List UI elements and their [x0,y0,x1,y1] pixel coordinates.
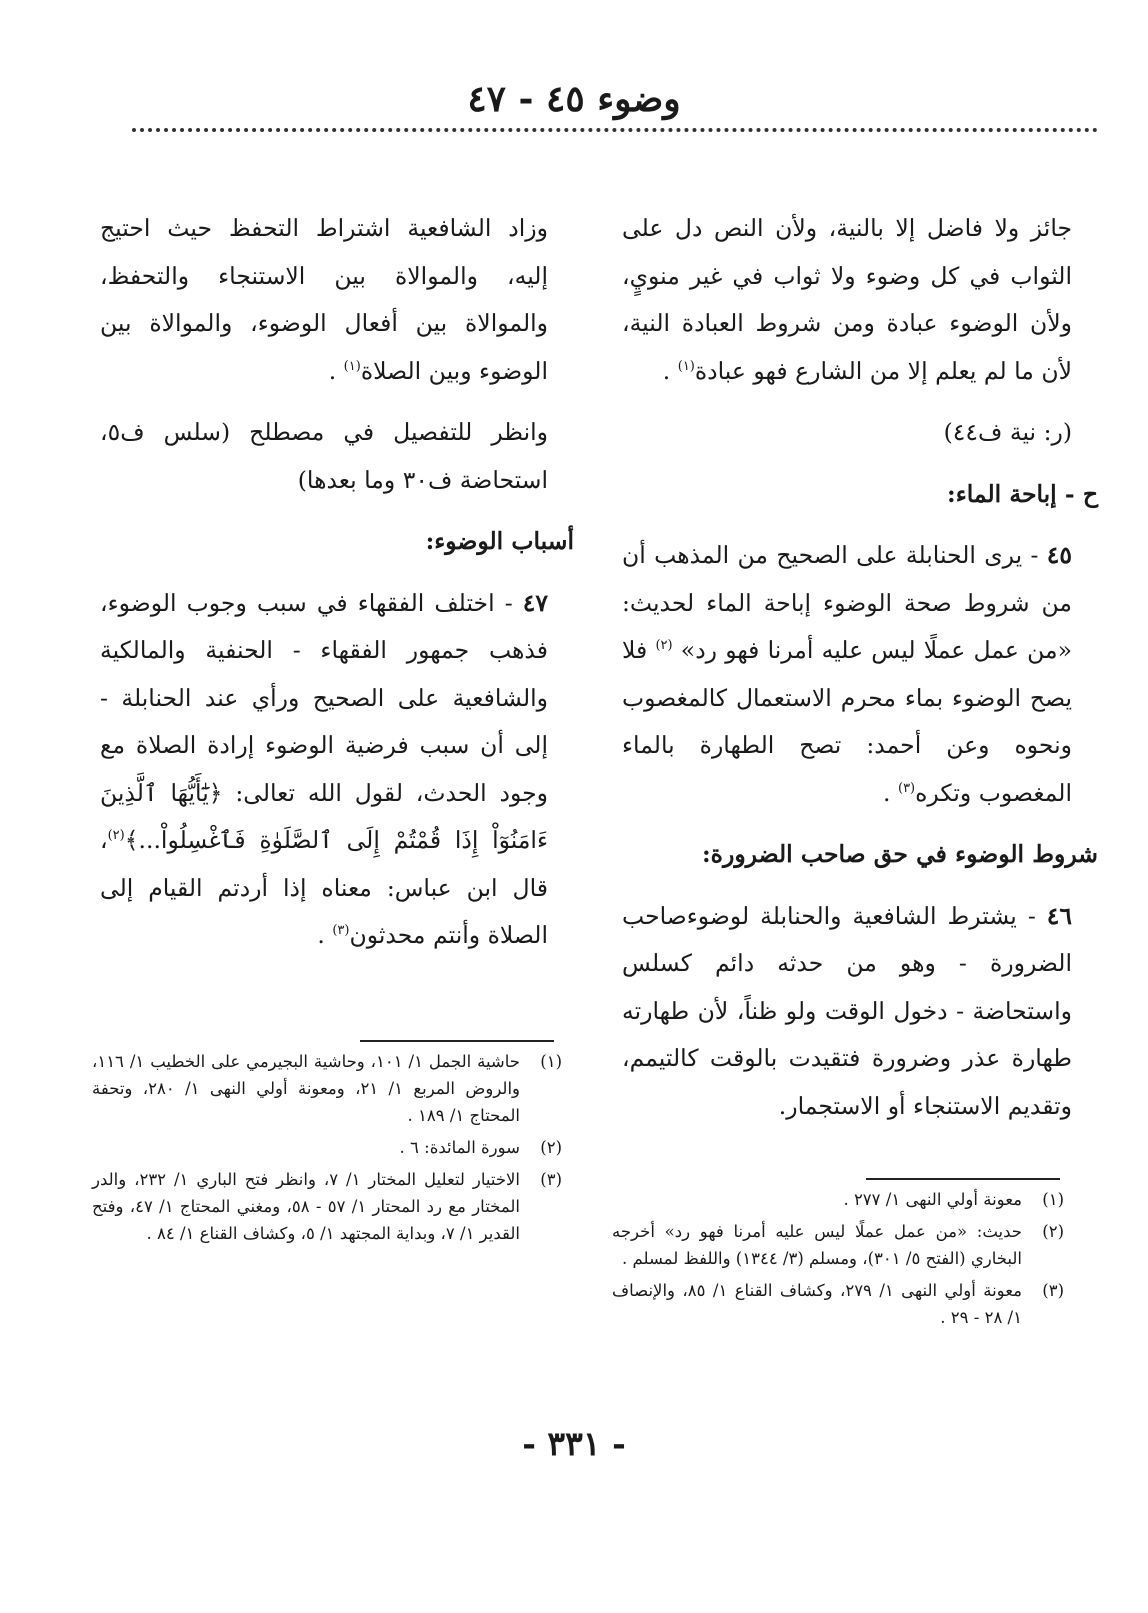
section-heading-necessity-conditions: شروط الوضوء في حق صاحب الضرورة: [701,840,1098,868]
footnote-ref: (١) [343,358,361,374]
footnote: (٢) حديث: «من عمل عملًا ليس عليه أمرنا فهو رد» أخرجه البخاري (الفتح ٥/ ٣٠١)، ومسلم (٣/ ١٣٤٤) واللفظ لمسلم . [612,1222,1064,1268]
footnote-ref: (١) [677,358,695,374]
footnote: (٣) معونة أولي النهى ١/ ٢٧٩، وكشاف القناع ١/ ٨٥، والإنصاف ١/ ٢٨ - ٢٩ . [612,1281,1064,1327]
right-column [622,205,1098,1130]
cross-reference: (ر: نية ف٤٤) [943,418,1072,446]
footnotes-left [92,1048,562,1252]
footnote-rule-left [360,1040,554,1042]
section-heading-causes: أسباب الوضوء: [425,527,574,555]
footnote: (٢) سورة المائدة: ٦ . [399,1138,562,1157]
running-title: وضوء ٤٥ - ٤٧ [467,78,681,120]
paragraph-see-also: وانظر للتفصيل في مصطلح (سلس ف٥، استحاضة ف٣٠ وما بعدها) [100,418,548,494]
footnote-ref: (٢) [655,638,673,654]
section-47: ٤٧ - اختلف الفقهاء في سبب وجوب الوضوء، فذهب جمهور الفقهاء - الحنفية والمالكية والشافعية على الصحيح ورأي عند الحنابلة - إلى أن سبب فرضية الوضوء إرادة الصلاة مع وجود الحدث، لقول الله تعالى: ﴿يَٰٓأَيُّهَا ٱلَّذِينَ ءَامَنُوٓاْ إِذَا قُمْتُمْ إِلَى ٱلصَّلَوٰةِ فَٱغْسِلُواْ...﴾$^{(٢)}$، قال ابن عباس: معناه إذا أردتم القيام إلى الصلاة وأنتم محدثون$^{(٣)}$ . [100,588,548,949]
section-45: ٤٥ - يرى الحنابلة على الصحيح من المذهب أن من شروط صحة الوضوء إباحة الماء لحديث: «من عمل عملًا ليس عليه أمرنا فهو رد» $^{(٢)}$ فلا يصح الوضوء بماء محرم الاستعمال كالمغصوب ونحوه وعن أحمد: تصح الطهارة بالماء المغصوب وتكره$^{(٣)}$ . [622,541,1072,807]
page-number: - ٣٣١ - [522,1424,626,1463]
section-number: ٤٥ [1046,541,1072,569]
paragraph-niyyah: جائز ولا فاضل إلا بالنية، ولأن النص دل على الثواب في كل وضوء ولا ثواب في غير منويٍ، ولأن الوضوء عبادة ومن شروط العبادة النية، لأن ما لم يعلم إلا من الشارع فهو عبادة$^{(١)}$ . [622,214,1072,385]
section-heading-ibahat-al-maa: ح - إباحة الماء: [947,479,1098,508]
section-46: ٤٦ - يشترط الشافعية والحنابلة لوضوءصاحب الضرورة - وهو من حدثه دائم كسلس واستحاضة - دخول الوقت ولو ظناً، لأن طهارته طهارة عذر وضرورة فتقيدت بالوقت كالتيمم، وتقديم الاستنجاء أو الاستجمار. [622,901,1072,1120]
footnote: (١) معونة أولي النهى ١/ ٢٧٧ . [843,1190,1064,1209]
footnote-ref: (٣) [332,923,350,939]
section-number: ٤٧ [522,588,548,617]
footnote-rule-right [866,1178,1060,1180]
footnotes-right [612,1186,1064,1336]
left-column [100,205,574,960]
paragraph-shafii-additions: وزاد الشافعية اشتراط التحفظ حيث احتيج إليه، والموالاة بين الاستنجاء والتحفظ، والموالاة بين أفعال الوضوء، والموالاة بين الوضوء وبين الصلاة$^{(١)}$ . [100,214,548,385]
footnote-ref: (٣) [897,780,916,796]
footnote: (٣) الاختيار لتعليل المختار ١/ ٧، وانظر فتح الباري ١/ ٢٣٢، والدر المختار مع رد المحتار ١/ ٥٧ - ٥٨، ومغني المحتاج ١/ ٤٧، وفتح القدير ١/ ٧، وبداية المجتهد ١/ ٥، وكشاف القناع ١/ ٨٤ . [92,1170,562,1243]
dotted-separator [132,128,1098,132]
footnote-ref: (٢) [107,828,125,844]
footnote: (١) حاشية الجمل ١/ ١٠١، وحاشية البجيرمي على الخطيب ١/ ١١٦، والروض المربع ١/ ٢١، ومعونة أولي النهى ١/ ٢٨٠، وتحفة المحتاج ١/ ١٨٩ . [92,1052,562,1125]
section-number: ٤٦ [1046,901,1072,930]
